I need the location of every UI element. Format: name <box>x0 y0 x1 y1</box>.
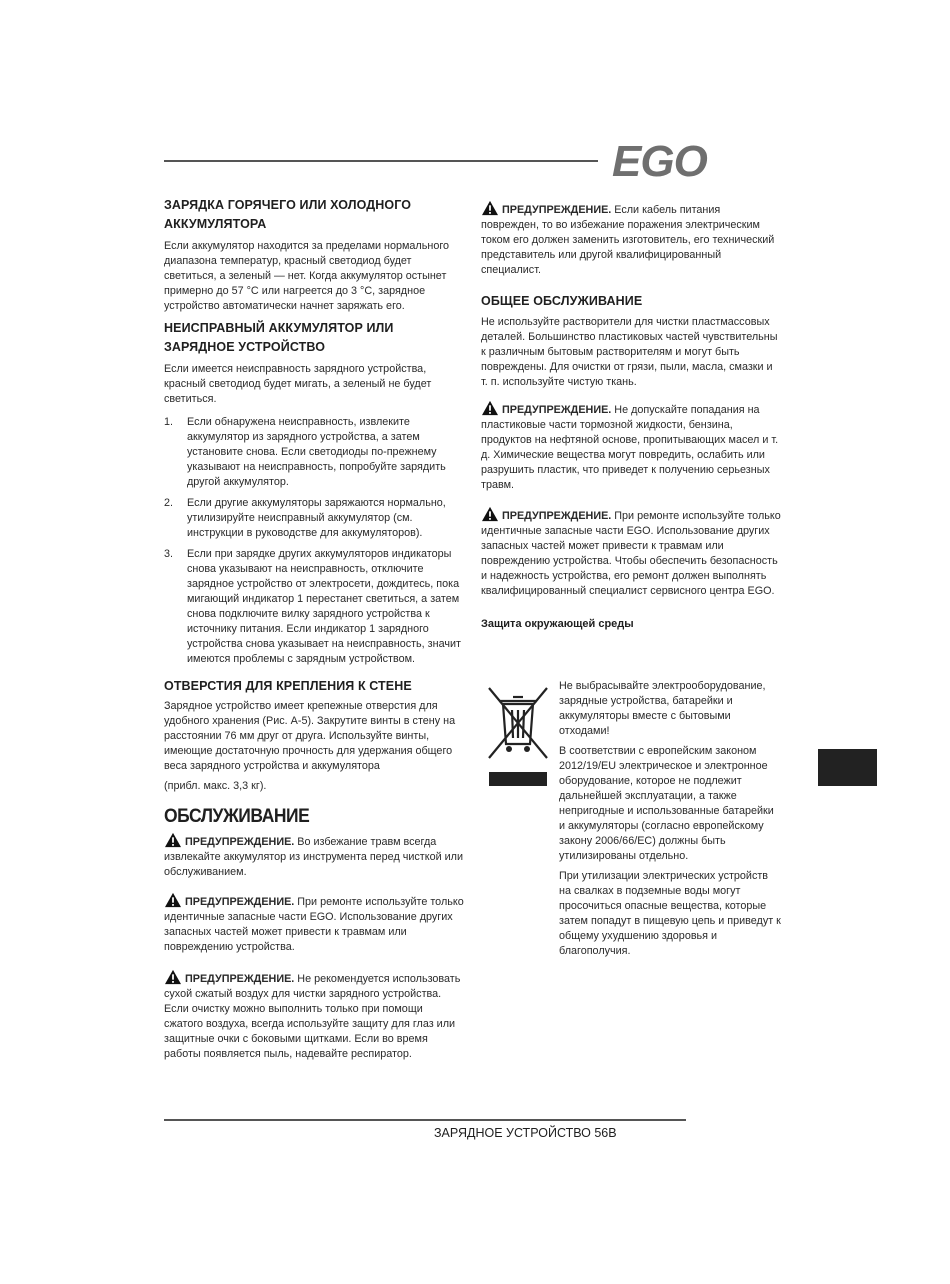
paragraph-wall-mount: Зарядное устройство имеет крепежные отверстия для удобного хранения (Рис. A-5). Закрутите винты в стену на расстоянии 76 мм друг от друга. Используйте винты, имеющие достаточную прочность для удержания общего веса зарядного устройства и аккумулятора <box>164 700 456 772</box>
paragraph-env-2: В соответствии с европейским законом 2012/19/EU электрическое и электронное оборудование, которое не подлежит дальнейшей эксплуатации, а также непригодные и использованные батарейки и аккумуляторы (согласно европейскому закону 2006/66/EC) должны быть утилизированы отдельно. <box>559 745 774 862</box>
warning-service-center: ПРЕДУПРЕЖДЕНИЕ. При ремонте используйте только идентичные запасные части EGO. Использование других запасных частей может привести к травмам или повреждению устройства. Чтобы обеспечить безопасность и надежность устройства, его ремонт должен выполнять квалифицированный специалист сервисного центра EGO. <box>481 506 781 599</box>
list-item: 3. Если при зарядке других аккумуляторов индикаторы снова указывают на неисправность, отключите зарядное устройство от электросети, дождитесь, пока мигающий индикатор 1 перестанет светиться, а затем снова подключите вилку зарядного устройства к источнику питания. Если индикатор 1 зарядного устройства снова указывает на неисправность, значит имеются проблемы с зарядным устройством. <box>164 548 461 665</box>
heading-general-maintenance: ОБЩЕЕ ОБСЛУЖИВАНИЕ <box>481 294 643 308</box>
footer-title: ЗАРЯДНОЕ УСТРОЙСТВО 56В <box>434 1126 617 1140</box>
crossed-bin-icon <box>485 686 551 788</box>
heading-wall-mount: ОТВЕРСТИЯ ДЛЯ КРЕПЛЕНИЯ К СТЕНЕ <box>164 679 412 693</box>
left-column <box>164 196 464 1062</box>
paragraph-env-1: Не выбрасывайте электрооборудование, зарядные устройства, батарейки и аккумуляторы вместе с бытовыми отходами! <box>559 680 766 737</box>
paragraph-general-maintenance: Не используйте растворители для чистки пластмассовых деталей. Большинство пластиковых частей чувствительны к различным бытовым растворителям и могут быть повреждены. Для очистки от грязи, пыли, масла, смазки и т. п. используйте чистую ткань. <box>481 316 778 388</box>
environment-text <box>559 679 781 959</box>
warning-remove-battery: ПРЕДУПРЕЖДЕНИЕ. Во избежание травм всегда извлекайте аккумулятор из инструмента перед чисткой или обслуживанием. <box>164 832 464 880</box>
warning-compressed-air: ПРЕДУПРЕЖДЕНИЕ. Не рекомендуется использовать сухой сжатый воздух для чистки зарядного устройства. Если очистку можно выполнить только при помощи сжатого воздуха, всегда используйте защиту для глаз или защитные очки с боковыми щитками. Если во время работы появляется пыль, надевайте респиратор. <box>164 969 464 1062</box>
warning-triangle-icon <box>164 969 182 985</box>
warning-chemicals: ПРЕДУПРЕЖДЕНИЕ. Не допускайте попадания на пластиковые части тормозной жидкости, бензина, продуктов на нефтяной основе, пропитывающих масел и т. д. Химические вещества могут повредить, ослабить или разрушить пластик, что приведет к получению серьезных травм. <box>481 400 781 493</box>
warning-triangle-icon <box>164 832 182 848</box>
paragraph-faulty: Если имеется неисправность зарядного устройства, красный светодиод будет мигать, а зеленый не будет светиться. <box>164 363 432 405</box>
heading-faulty-battery: НЕИСПРАВНЫЙ АККУМУЛЯТОР ИЛИ ЗАРЯДНОЕ УСТРОЙСТВО <box>164 321 394 354</box>
section-tab-marker <box>818 749 877 786</box>
warning-genuine-parts: ПРЕДУПРЕЖДЕНИЕ. При ремонте используйте только идентичные запасные части EGO. Использование других запасных частей может привести к травмам или повреждению устройства. <box>164 892 464 955</box>
header-rule <box>164 160 598 162</box>
warning-triangle-icon <box>164 892 182 908</box>
list-item: 2. Если другие аккумуляторы заряжаются нормально, утилизируйте неисправный аккумулятор (см. инструкции в руководстве для аккумуляторов). <box>164 497 446 539</box>
logo-text: EGO <box>612 142 707 180</box>
warning-triangle-icon <box>481 400 499 416</box>
ego-logo <box>612 142 778 180</box>
footer-rule <box>164 1119 686 1121</box>
heading-environment: Защита окружающей среды <box>481 618 634 630</box>
paragraph-env-3: При утилизации электрических устройств на свалках в подземные воды могут просочиться опасные вещества, которые затем попадут в пищевую цепь и приведут к общему ухудшению здоровья и благополучия. <box>559 870 781 957</box>
right-column <box>481 200 781 632</box>
warning-triangle-icon <box>481 506 499 522</box>
heading-hot-cold-battery: ЗАРЯДКА ГОРЯЧЕГО ИЛИ ХОЛОДНОГО АККУМУЛЯТОРА <box>164 198 412 231</box>
paragraph-hot-cold: Если аккумулятор находится за пределами нормального диапазона температур, красный светодиод будет светиться, а зеленый — нет. Когда аккумулятор остынет примерно до 57 °C или нагреется до 3 °C, зарядное устройство автоматически начнет заряжать его. <box>164 240 450 312</box>
list-item: 1. Если обнаружена неисправность, извлеките аккумулятор из зарядного устройства, а затем установите снова. Если светодиоды по-прежнему указывают на неисправность, попробуйте зарядить другой аккумулятор. <box>164 416 446 488</box>
heading-maintenance: ОБСЛУЖИВАНИЕ <box>164 806 310 827</box>
paragraph-weight: (прибл. макс. 3,3 кг). <box>164 780 267 792</box>
troubleshooting-list <box>164 415 464 667</box>
warning-triangle-icon <box>481 200 499 216</box>
warning-power-cable: ПРЕДУПРЕЖДЕНИЕ. Если кабель питания поврежден, то во избежание поражения электрическим током его должен заменить изготовитель, его технический представитель или другой квалифицированный специалист. <box>481 200 781 278</box>
